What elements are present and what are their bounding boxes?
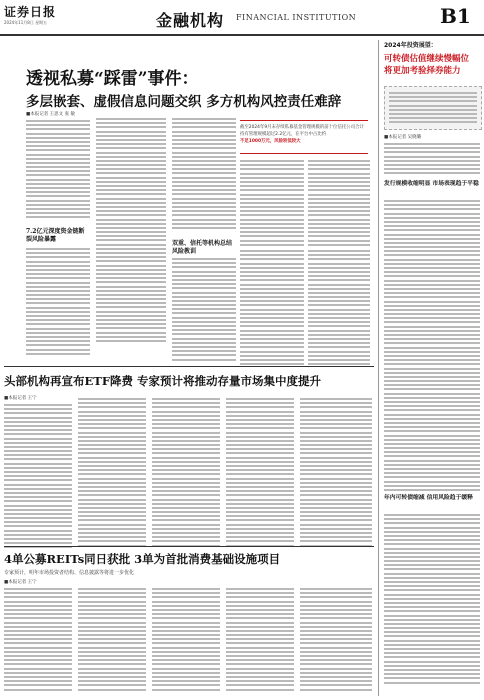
sidebar-subhead-1: 发行规模收缩明显 市场表现趋于平稳	[384, 181, 479, 187]
section-title-en: FINANCIAL INSTITUTION	[236, 13, 357, 22]
masthead-rule	[0, 34, 484, 36]
pull-quote-line-1: 截至2024年9月末存续私募基金管理规模的前十位信托公司合计	[240, 125, 364, 130]
reits-text-col2	[78, 588, 146, 693]
lead-subhead-2: 双重、信托等机构总结风险教训	[172, 240, 233, 255]
lead-text-col4	[240, 160, 304, 248]
sidebar-text-1	[384, 143, 480, 177]
pull-quote-line-3: 不足1000万元，风险较低较大	[240, 139, 301, 144]
page-number: B1	[440, 4, 471, 28]
lead-text-col6	[308, 250, 370, 367]
lead-text-col2	[96, 118, 166, 344]
lead-text-col1a	[26, 120, 90, 221]
lead-text-col5	[240, 250, 304, 367]
lead-text-col3a	[172, 118, 236, 231]
etf-text-col1	[4, 404, 72, 551]
etf-headline: 头部机构再宣布ETF降费 专家预计将推动存量市场集中度提升	[4, 374, 321, 388]
sidebar-kicker: 2024年投资展望：	[384, 42, 437, 49]
pull-quote	[240, 120, 368, 154]
reits-text-col4	[226, 588, 294, 693]
sidebar-text-3	[384, 514, 480, 686]
reits-subtitle: 专家预计，明年市场投资者结构、信息披露等将进一步优化	[4, 570, 135, 576]
reits-byline: ■本报记者 王宁	[4, 580, 37, 585]
lead-text-col3b	[172, 258, 236, 363]
etf-text-col2	[78, 398, 146, 549]
lead-text-col1b	[26, 248, 90, 357]
sidebar-headline-1: 可转债估值继续慢幅位	[384, 54, 470, 64]
etf-byline: ■本报记者 王宁	[4, 396, 37, 401]
sidebar-summary-box	[384, 86, 482, 130]
sidebar-text-2	[384, 200, 480, 493]
lead-bottom-rule	[4, 366, 374, 367]
sidebar-headline-2: 将更加考验择券能力	[384, 66, 461, 76]
lead-subhead-1: 7.2亿元深度资金链断裂风险暴露	[26, 228, 85, 243]
etf-text-col4	[226, 398, 294, 549]
masthead	[0, 0, 484, 34]
reits-text-col3	[152, 588, 220, 693]
section-title: 金融机构	[156, 11, 225, 30]
etf-bottom-rule	[4, 546, 374, 547]
lead-text-col7	[308, 160, 370, 248]
lead-headline-1: 透视私募“踩雷”事件：	[26, 69, 199, 89]
lead-byline: ■本报记者 王思文 张 敏	[26, 112, 76, 117]
lead-headline-2: 多层嵌套、虚假信息问题交织 多方机构风控责任难辞	[26, 94, 342, 110]
sidebar-subhead-2: 年内可转债缩减 信用风险趋于缓释	[384, 495, 473, 501]
reits-headline: 4单公募REITs同日获批 3单为首批消费基础设施项目	[4, 552, 281, 566]
etf-text-col5	[300, 398, 372, 549]
pull-quote-line-2: 持有管理规模超过2.2亿元，在平台中占比约	[240, 132, 327, 137]
reits-text-col5	[300, 588, 372, 693]
etf-text-col3	[152, 398, 220, 549]
date-line: 2024年11月8日 星期五	[4, 20, 48, 25]
sidebar-divider	[378, 40, 379, 696]
paper-logo: 证券日报	[4, 5, 57, 19]
reits-text-col1	[4, 588, 72, 693]
sidebar-byline: ■本报记者 吴晓璐	[384, 135, 422, 140]
